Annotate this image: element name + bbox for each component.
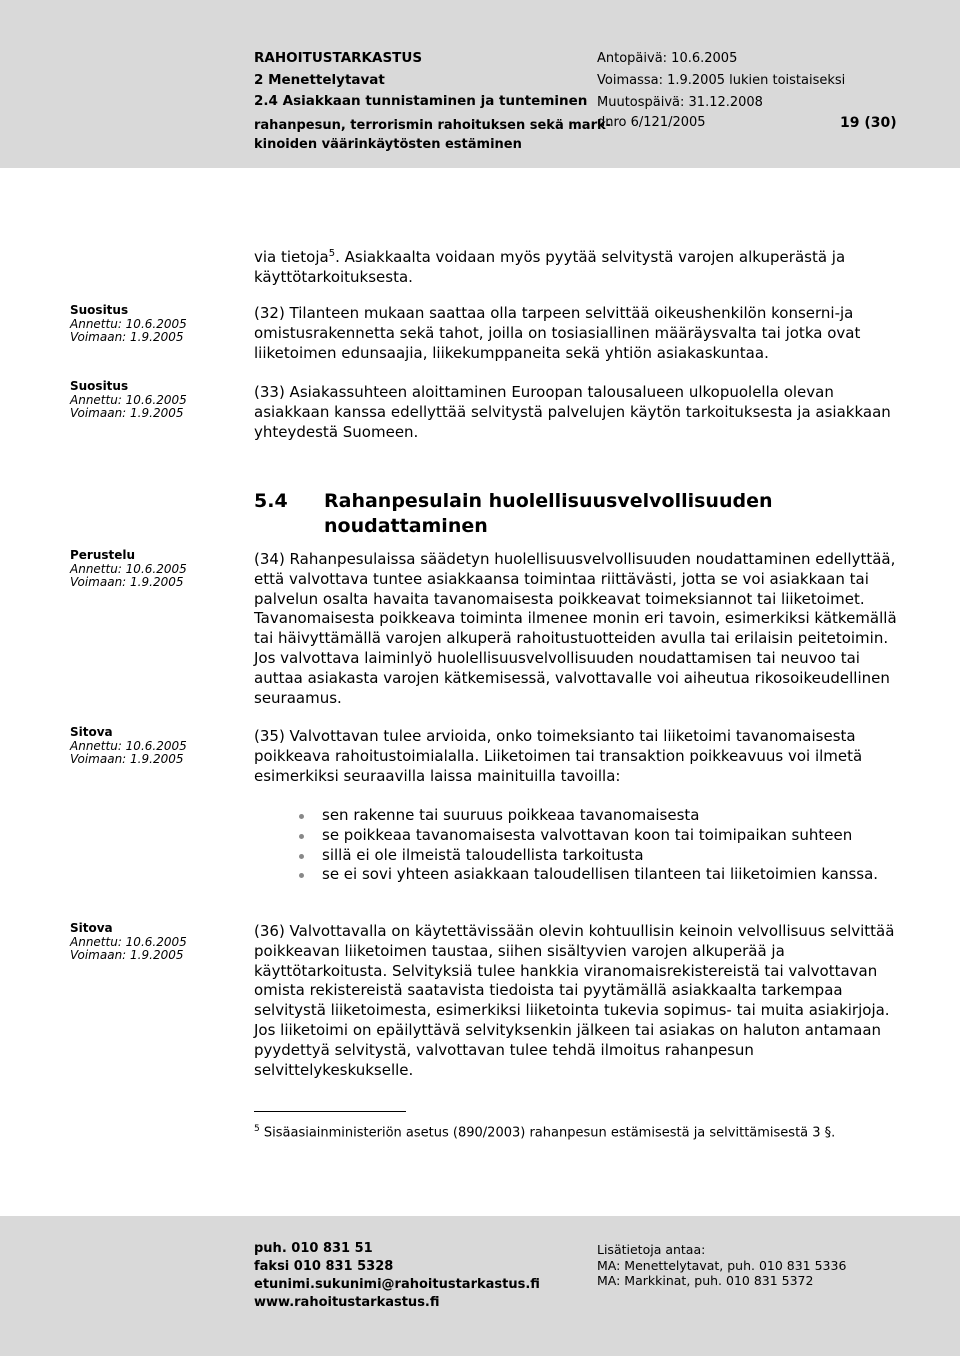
page-header [0, 0, 960, 168]
margin-label-voimaan: Voimaan: 1.9.2005 [70, 406, 184, 420]
bullet-icon [299, 834, 304, 839]
header-subsection: 2.4 Asiakkaan tunnistaminen ja tunteminen [254, 93, 588, 109]
bullet-icon [299, 873, 304, 878]
header-section: 2 Menettelytavat [254, 72, 385, 88]
margin-label-type: Perustelu [70, 548, 136, 562]
list-item: sillä ei ole ilmeistä taloudellista tarkoitusta [254, 846, 914, 866]
margin-label [70, 922, 210, 963]
list-item: sen rakenne tai suuruus poikkeaa tavanomaisesta [254, 806, 914, 826]
bullet-icon [299, 814, 304, 819]
margin-label-type: Sitova [70, 725, 113, 739]
footer-contact-1: MA: Menettelytavat, puh. 010 831 5336 [597, 1258, 847, 1273]
margin-label-type: Suositus [70, 379, 129, 393]
footer-info-title: Lisätietoja antaa: [597, 1242, 706, 1257]
header-issue-date: Antopäivä: 10.6.2005 [597, 51, 738, 66]
header-org: RAHOITUSTARKASTUS [254, 50, 423, 66]
list-item: se poikkeaa tavanomaisesta valvottavan koon tai toimipaikan suhteen [254, 826, 914, 846]
list-item: se ei sovi yhteen asiakkaan taloudellisen tilanteen tai liiketoimien kanssa. [254, 865, 914, 885]
paragraph-36-text: (36) Valvottavalla on käytettävissään olevin kohtuullisin keinoin velvollisuus selvittää poikkeavan liiketoimen taustaa, siihen sisältyvien varojen alkuperää ja käyttötarkoitusta. Selvityksiä tulee hankkia viranomaisrekistereistä tai valvottavan omista rekistereistä saatavista tiedoista tai pyytämällä asiakkaalta tarkempaa selvitystä liiketoimesta, esimerkiksi liiketointa tukevia sopimus- tai muita asiakirjoja. Jos liiketoimi on epäilyttävä selvityksenkin jälkeen tai asiakas on haluton antamaan pyydettyä selvitystä, valvottavan tulee tehdä ilmoitus rahanpesun selvittelykeskukselle. [254, 922, 895, 1079]
footer-fax: faksi 010 831 5328 [254, 1259, 394, 1274]
header-topic-line2: kinoiden väärinkäytösten estäminen [254, 137, 522, 152]
footer-website[interactable]: www.rahoitustarkastus.fi [254, 1295, 440, 1310]
margin-label-voimaan: Voimaan: 1.9.2005 [70, 948, 184, 962]
header-modified: Muutospäivä: 31.12.2008 [597, 95, 763, 110]
margin-label-voimaan: Voimaan: 1.9.2005 [70, 330, 184, 344]
header-valid: Voimassa: 1.9.2005 lukien toistaiseksi [597, 73, 846, 88]
margin-label-annettu: Annettu: 10.6.2005 [70, 392, 187, 407]
bullet-list [254, 806, 914, 885]
intro-paragraph [254, 244, 902, 288]
intro-pre: via tietoja [254, 248, 329, 266]
footer-phone: puh. 010 831 51 [254, 1241, 373, 1256]
footnote-ref-link[interactable]: 5 [328, 248, 336, 259]
paragraph-34-text: (34) Rahanpesulaissa säädetyn huolellisuusvelvollisuuden noudattaminen edellyttää, että valvottava tuntee asiakkaansa toimintaa riittävästi, jotta se voi asiakkaan tai palvelun osalta havaita tavanomaisesta poikkeavat toimeksiannot tai liiketoimet. Tavanomaisesta poikkeava toiminta ilmenee monin eri tavoin, esimerkiksi kätkemällä tai häivyttämällä varojen alkuperä rahoitustuotteiden avulla tai erilaisin peitetoimin. Jos valvottava laiminlyö huolellisuusvelvollisuuden noudattamisen tai neuvoo tai auttaa asiakasta varojen kätkemisessä, valvottavalle voi aiheutua rikosoikeudellinen seuraamus. [254, 550, 897, 707]
paragraph-32-text: (32) Tilanteen mukaan saattaa olla tarpeen selvittää oikeushenkilön konserni-ja omistusrakennetta sekä tahot, joilla on tosiasiallinen määräysvalta tai jotka ovat liiketoimen edunsaajia, liikekumppaneita sekä yhtiön asiakaskuntaa. [254, 304, 861, 362]
footnote [254, 1124, 835, 1140]
margin-label-annettu: Annettu: 10.6.2005 [70, 316, 187, 331]
margin-label-type: Suositus [70, 303, 129, 317]
section-heading [254, 489, 914, 537]
header-dnro: dnro 6/121/2005 [597, 115, 706, 130]
margin-label [70, 549, 210, 590]
paragraph-33-text: (33) Asiakassuhteen aloittaminen Euroopan talousalueen ulkopuolella olevan asiakkaan kanssa edellyttää selvitystä palvelujen käytön tarkoituksesta ja asiakkaan yhteydestä Suomeen. [254, 383, 891, 441]
page-footer [0, 1216, 960, 1356]
margin-label-annettu: Annettu: 10.6.2005 [70, 561, 187, 576]
footnote-text: Sisäasiainministeriön asetus (890/2003) rahanpesun estämisestä ja selvittämisestä 3 §. [263, 1125, 836, 1141]
paragraph-35 [254, 727, 902, 786]
bullet-icon [299, 854, 304, 859]
paragraph-34 [254, 550, 902, 708]
paragraph-35-text: (35) Valvottavan tulee arvioida, onko toimeksianto tai liiketoimi tavanomaisesta poikkeava rahoitustoimialalla. Liiketoimen tai transaktion poikkeavuus voi ilmetä esimerkiksi seuraavilla laissa mainituilla tavoilla: [254, 727, 863, 785]
margin-label-annettu: Annettu: 10.6.2005 [70, 738, 187, 753]
margin-label [70, 380, 210, 421]
margin-label [70, 304, 210, 345]
footer-email[interactable]: etunimi.sukunimi@rahoitustarkastus.fi [254, 1277, 540, 1292]
intro-post: . Asiakkaalta voidaan myös pyytää selvitystä varojen alkuperästä ja käyttötarkoituksesta. [254, 248, 846, 286]
header-topic-line1: rahanpesun, terrorismin rahoituksen sekä mark- [254, 118, 612, 133]
paragraph-32 [254, 304, 902, 363]
section-heading-title: Rahanpesulain huolellisuusvelvollisuuden noudattaminen [324, 490, 773, 537]
margin-label-type: Sitova [70, 921, 113, 935]
margin-label [70, 726, 210, 767]
margin-label-annettu: Annettu: 10.6.2005 [70, 934, 187, 949]
footer-contact-2: MA: Markkinat, puh. 010 831 5372 [597, 1273, 814, 1288]
paragraph-36 [254, 922, 902, 1080]
header-page-number: 19 (30) [840, 115, 897, 131]
margin-label-voimaan: Voimaan: 1.9.2005 [70, 575, 184, 589]
section-heading-number: 5.4 [254, 490, 288, 512]
footnote-divider [254, 1111, 406, 1112]
footnote-number: 5 [254, 1124, 260, 1134]
margin-label-voimaan: Voimaan: 1.9.2005 [70, 752, 184, 766]
paragraph-33 [254, 383, 902, 442]
